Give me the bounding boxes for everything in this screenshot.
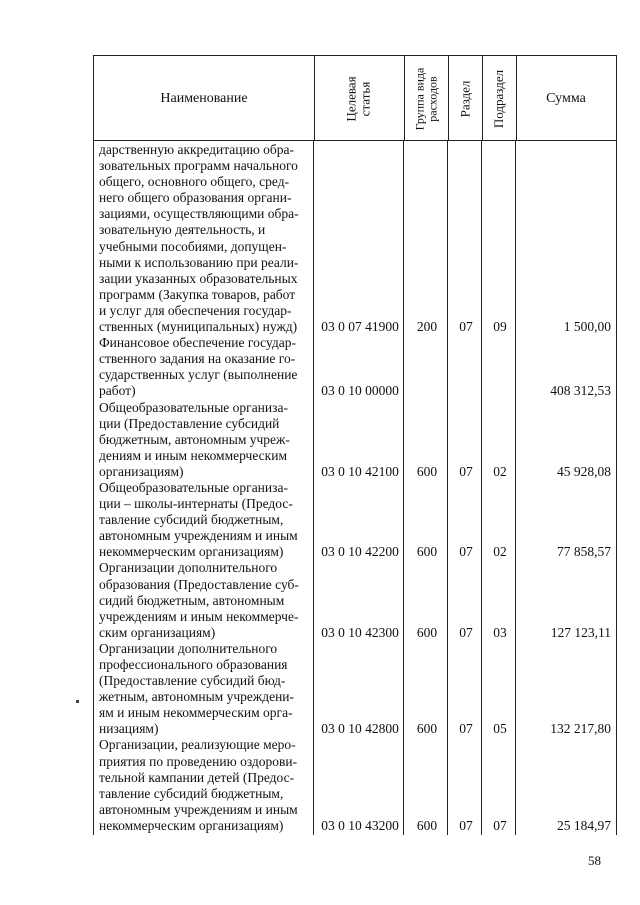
header-target-article-cell <box>314 56 404 142</box>
row-name-line: образования (Предоставление суб- <box>99 576 299 592</box>
table-row <box>93 560 617 640</box>
table-header <box>93 55 617 141</box>
row-target-article: 03 0 10 42100 <box>321 463 399 479</box>
row-target-article: 03 0 10 43200 <box>321 817 399 833</box>
row-name-line: тельной кампании детей (Предос- <box>99 769 295 785</box>
header-expense-group-line1: Группа вида <box>412 67 426 131</box>
row-expense-group: 600 <box>416 817 438 833</box>
row-name-line: ственного задания на оказание го- <box>99 351 296 367</box>
row-target-article: 03 0 07 41900 <box>321 319 399 335</box>
row-name-line: Организации, реализующие меро- <box>99 737 296 753</box>
row-name-line: ции (Предоставление субсидий <box>99 415 280 431</box>
row-sum: 77 858,57 <box>557 544 611 560</box>
row-target-article: 03 0 10 42300 <box>321 624 399 640</box>
row-subsection: 03 <box>493 624 507 640</box>
table-row <box>93 737 617 834</box>
header-section-cell <box>448 56 482 142</box>
row-section: 07 <box>459 319 473 335</box>
row-name <box>93 641 313 738</box>
row-sum: 1 500,00 <box>563 319 611 335</box>
row-name-line: общего, основного общего, сред- <box>99 174 290 190</box>
table-row <box>93 142 617 335</box>
row-name <box>93 400 313 480</box>
row-name-line: зации указанных образовательных <box>99 270 298 286</box>
header-sum-cell <box>516 56 616 142</box>
row-name-line: Общеобразовательные организа- <box>99 479 288 495</box>
row-name-line: Финансовое обеспечение государ- <box>99 335 296 351</box>
row-name-line: ским организациям) <box>99 624 216 640</box>
header-expense-group <box>413 68 439 131</box>
header-name: Наименование <box>160 91 248 106</box>
row-subsection: 07 <box>493 817 507 833</box>
row-section: 07 <box>459 817 473 833</box>
row-name-line: автономным учреждениям и иным <box>99 528 298 544</box>
row-name-line: организациям) <box>99 463 184 479</box>
header-target-article <box>345 76 373 121</box>
row-name-line: профессионального образования <box>99 657 288 672</box>
row-target-article: 03 0 10 00000 <box>321 383 399 399</box>
row-expense-group: 600 <box>416 624 438 640</box>
row-name <box>93 142 313 335</box>
row-name-line: ственных (муниципальных) нужд) <box>99 319 298 335</box>
row-name-line: дениям и иным некоммерческим <box>99 447 287 463</box>
row-name-line: зовательную деятельность, и <box>99 222 266 238</box>
row-name <box>93 737 313 834</box>
header-section: Раздел <box>457 80 472 118</box>
row-name-line: учебными пособиями, допущен- <box>99 238 287 254</box>
row-name-line: программ (Закупка товаров, работ <box>99 286 296 302</box>
row-name-line: него общего образования органи- <box>99 190 292 206</box>
row-name-line: некоммерческим организациям) <box>99 817 284 833</box>
row-name-line: учреждениям и иным некоммерче- <box>99 608 299 624</box>
table-row <box>93 335 617 399</box>
row-name-line: зовательных программ начального <box>99 158 298 174</box>
header-expense-group-line2: расходов <box>425 76 439 122</box>
row-name-line: ям и иным некоммерческим орга- <box>99 705 293 721</box>
row-name-line: Организации дополнительного <box>99 560 278 576</box>
row-name-line: некоммерческим организациям) <box>99 544 284 560</box>
row-name-line: Организации дополнительного <box>99 640 278 656</box>
row-name-line: жетным, автономным учреждени- <box>99 689 295 705</box>
row-name-line: сидий бюджетным, автономным <box>99 592 285 608</box>
table-row <box>93 480 617 560</box>
row-name-line: приятия по проведению оздорови- <box>99 753 298 769</box>
header-name-cell <box>94 56 314 142</box>
row-subsection: 02 <box>493 463 507 479</box>
row-section: 07 <box>459 624 473 640</box>
row-section: 07 <box>459 544 473 560</box>
table-body <box>93 142 617 834</box>
header-expense-group-cell <box>404 56 448 142</box>
row-name <box>93 480 313 560</box>
header-subsection: Подраздел <box>491 69 507 129</box>
row-name <box>93 335 313 399</box>
header-target-article-line1: Целевая <box>343 76 359 122</box>
row-target-article: 03 0 10 42800 <box>321 721 399 737</box>
row-name-line: ными к использованию при реали- <box>99 254 299 270</box>
row-subsection: 09 <box>493 319 507 335</box>
row-sum: 132 217,80 <box>550 721 611 737</box>
row-sum: 127 123,11 <box>550 624 611 640</box>
header-subsection-cell <box>482 56 516 142</box>
row-name-line: и услуг для обеспечения государ- <box>99 302 292 318</box>
row-name-line: тавление субсидий бюджетным, <box>99 512 284 528</box>
row-name <box>93 560 313 640</box>
row-name-line: тавление субсидий бюджетным, <box>99 785 284 801</box>
row-sum: 45 928,08 <box>557 463 611 479</box>
header-target-article-line2: статья <box>357 81 373 117</box>
row-name-line: автономным учреждениям и иным <box>99 801 298 817</box>
header-sum: Сумма <box>546 91 586 106</box>
row-name-line: бюджетным, автономным учреж- <box>99 431 290 447</box>
row-name-line: Общеобразовательные организа- <box>99 399 288 415</box>
row-subsection: 05 <box>493 721 507 737</box>
scan-speck <box>76 700 79 703</box>
row-name-line: сударственных услуг (выполнение <box>99 367 298 383</box>
table-row <box>93 641 617 738</box>
row-target-article: 03 0 10 42200 <box>321 544 399 560</box>
row-expense-group: 600 <box>416 721 438 737</box>
row-name-line: дарственную аккредитацию обра- <box>99 142 295 157</box>
row-name-line: ции – школы-интернаты (Предос- <box>99 496 293 512</box>
row-name-line: зациями, осуществляющими обра- <box>99 206 299 222</box>
row-section: 07 <box>459 463 473 479</box>
row-sum: 25 184,97 <box>557 817 611 833</box>
row-name-line: (Предоставление субсидий бюд- <box>99 673 286 689</box>
row-name-line: низациям) <box>99 721 159 737</box>
row-section: 07 <box>459 721 473 737</box>
row-expense-group: 600 <box>416 463 438 479</box>
budget-table <box>93 55 617 835</box>
row-sum: 408 312,53 <box>550 383 611 399</box>
row-expense-group: 200 <box>416 319 438 335</box>
row-name-line: работ) <box>99 383 136 399</box>
row-expense-group: 600 <box>416 544 438 560</box>
row-subsection: 02 <box>493 544 507 560</box>
page-number: 58 <box>588 853 601 868</box>
table-row <box>93 400 617 480</box>
